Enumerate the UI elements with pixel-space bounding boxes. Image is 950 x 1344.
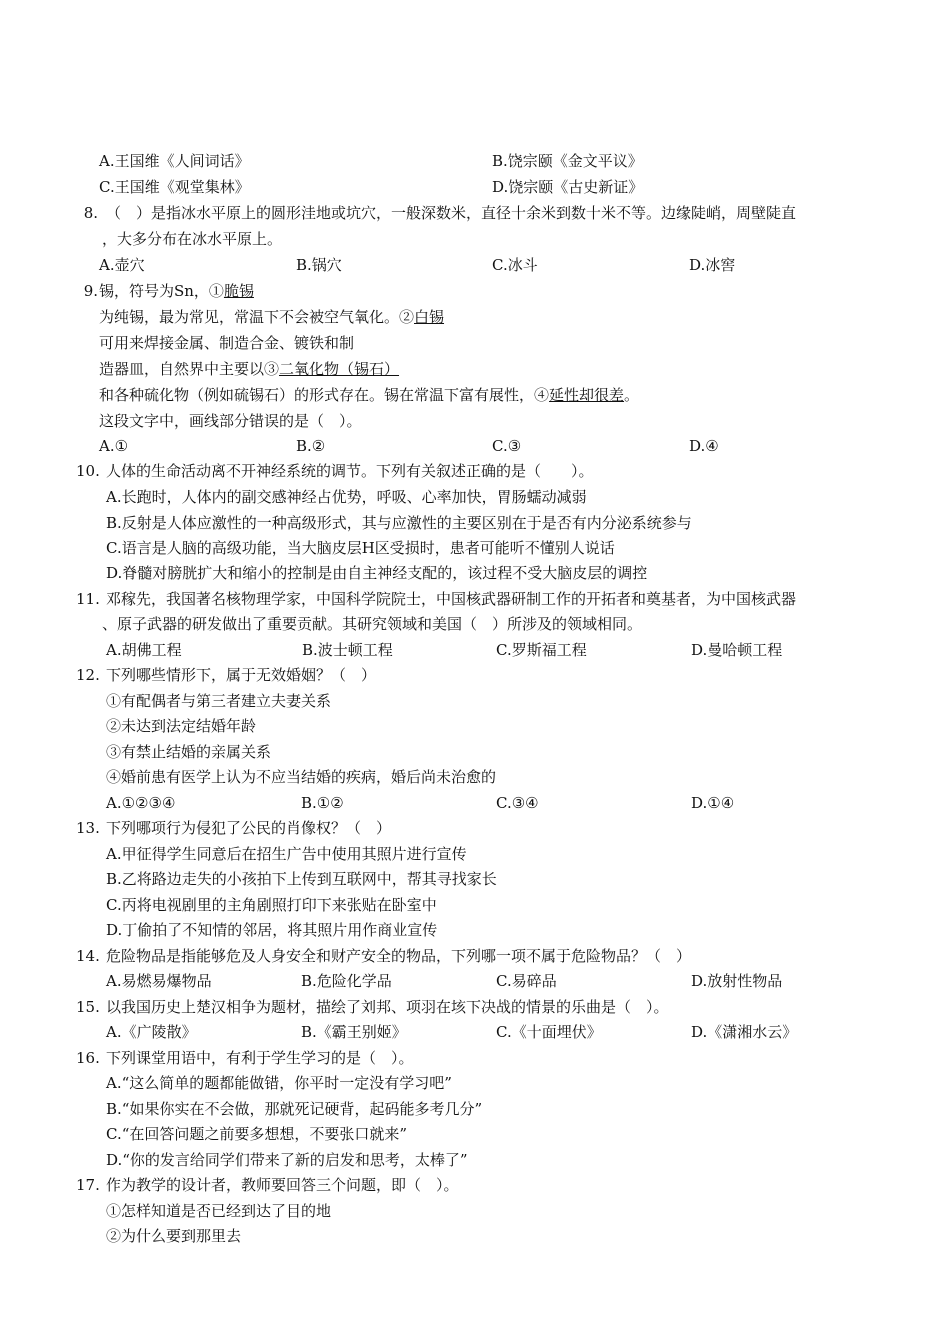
q7-option-c: C.王国维《观堂集林》 [99,178,250,196]
q10-option-b: B.反射是人体应激性的一种高级形式，其与应激性的主要区别在于是否有内分泌系统参与 [106,514,692,532]
q15-option-b: B.《霸王别姬》 [301,1023,407,1041]
q13-stem: 下列哪项行为侵犯了公民的肖像权？（ ） [106,819,392,837]
q14-stem: 危险物品是指能够危及人身安全和财产安全的物品，下列哪一项不属于危险物品？（ ） [106,947,692,965]
q9-question: 这段文字中，画线部分错误的是（ ）。 [99,412,362,430]
q9-option-a: A.① [99,437,129,455]
q17-item-2: ②为什么要到那里去 [106,1227,242,1245]
q14-number: 14. [76,947,100,965]
q7-option-a: A.王国维《人间词话》 [99,152,250,170]
q8-option-a: A.壶穴 [99,256,145,274]
q13-number: 13. [76,819,100,837]
q12-option-a: A.①②③④ [106,794,176,812]
q7-option-d: D.饶宗颐《古史新证》 [492,178,644,196]
q9-underlined-4: 延性却很差 [549,386,625,404]
q15-option-c: C.《十面埋伏》 [496,1023,602,1041]
q9-text-1a: 锡，符号为Sn，① [99,282,224,300]
q7-option-b: B.饶宗颐《金文平议》 [492,152,643,170]
q15-option-d: D.《潇湘水云》 [691,1023,798,1041]
q9-underlined-3: 二氧化物（锡石） [279,360,400,378]
q9-text-1 [99,279,254,303]
q12-option-d: D.①④ [691,794,735,812]
q11-option-a: A.胡佛工程 [106,641,182,659]
q9-option-d: D.④ [689,437,719,455]
q8-stem: （ ）是指冰水平原上的圆形洼地或坑穴，一般深数米，直径十余米到数十米不等。边缘陡峭，周壁陡直 [106,204,797,222]
q14-option-c: C.易碎品 [496,972,557,990]
q8-option-d: D.冰窖 [689,256,736,274]
q12-stem: 下列哪些情形下，属于无效婚姻？（ ） [106,666,377,684]
q9-text-2 [99,305,444,329]
q14-option-a: A.易燃易爆物品 [106,972,212,990]
q9-option-b: B.② [296,437,326,455]
q9-text-5a: 和各种硫化物（例如硫锡石）的形式存在。锡在常温下富有展性，④ [99,386,550,404]
q13-option-a: A.甲征得学生同意后在招生广告中使用其照片进行宣传 [106,845,467,863]
q16-option-a: A.“这么简单的题都能做错，你平时一定没有学习吧” [106,1074,452,1092]
q8-option-c: C.冰斗 [492,256,538,274]
q8-option-b: B.锅穴 [296,256,342,274]
q12-item-1: ①有配偶者与第三者建立夫妻关系 [106,692,332,710]
q9-text-3: 可用来焊接金属、制造合金、镀铁和制 [99,334,355,352]
q11-stem-continued: 、原子武器的研发做出了重要贡献。其研究领域和美国（ ）所涉及的领域相同。 [102,615,643,633]
q8-stem-continued: ，大多分布在冰水平原上。 [102,230,283,248]
q9-underlined-1: 脆锡 [223,282,254,300]
q16-option-d: D.“你的发言给同学们带来了新的启发和思考，太棒了” [106,1151,468,1169]
q17-number: 17. [76,1176,100,1194]
q9-text-2a: 为纯锡，最为常见，常温下不会被空气氧化。② [99,308,415,326]
q11-option-d: D.曼哈顿工程 [691,641,783,659]
q12-option-b: B.①② [301,794,344,812]
q16-option-c: C.“在回答问题之前要多想想，不要张口就来” [106,1125,408,1143]
q10-option-d: D.脊髓对膀胱扩大和缩小的控制是由自主神经支配的，该过程不受大脑皮层的调控 [106,564,648,582]
q15-stem: 以我国历史上楚汉相争为题材，描绘了刘邦、项羽在垓下决战的情景的乐曲是（ ）。 [106,998,669,1016]
q14-option-b: B.危险化学品 [301,972,392,990]
q10-stem: 人体的生命活动离不开神经系统的调节。下列有关叙述正确的是（ ）。 [106,462,594,480]
q12-item-2: ②未达到法定结婚年龄 [106,717,257,735]
q9-text-4a: 造器皿，自然界中主要以③ [99,360,280,378]
q15-number: 15. [76,998,100,1016]
q17-stem: 作为教学的设计者，教师要回答三个问题，即（ ）。 [106,1176,459,1194]
q11-option-c: C.罗斯福工程 [496,641,587,659]
q11-stem: 邓稼先，我国著名核物理学家，中国科学院院士，中国核武器研制工作的开拓者和奠基者，为中国核武器 [106,590,797,608]
q9-text-4 [99,357,399,381]
q13-option-d: D.丁偷拍了不知情的邻居，将其照片用作商业宣传 [106,921,438,939]
q10-option-a: A.长跑时，人体内的副交感神经占优势，呼吸、心率加快，胃肠蠕动减弱 [106,488,587,506]
q12-number: 12. [76,666,100,684]
q16-option-b: B.“如果你实在不会做，那就死记硬背，起码能多考几分” [106,1100,483,1118]
q10-option-c: C.语言是人脑的高级功能，当大脑皮层H区受损时，患者可能听不懂别人说话 [106,539,615,557]
q8-number: 8. [83,204,98,222]
q9-text-5b: 。 [624,386,640,404]
q9-underlined-2: 白锡 [414,308,445,326]
q11-option-b: B.波士顿工程 [302,641,393,659]
q17-item-1: ①怎样知道是否已经到达了目的地 [106,1202,332,1220]
q12-option-c: C.③④ [496,794,539,812]
q13-option-b: B.乙将路边走失的小孩拍下上传到互联网中，帮其寻找家长 [106,870,497,888]
q15-option-a: A.《广陵散》 [106,1023,197,1041]
q12-item-4: ④婚前患有医学上认为不应当结婚的疾病，婚后尚未治愈的 [106,768,497,786]
q12-item-3: ③有禁止结婚的亲属关系 [106,743,272,761]
q16-stem: 下列课堂用语中，有利于学生学习的是（ ）。 [106,1049,414,1067]
q9-text-5 [99,383,639,407]
q11-number: 11. [76,590,100,608]
q9-option-c: C.③ [492,437,522,455]
q10-number: 10. [76,462,100,480]
q16-number: 16. [76,1049,100,1067]
q14-option-d: D.放射性物品 [691,972,783,990]
q13-option-c: C.丙将电视剧里的主角剧照打印下来张贴在卧室中 [106,896,437,914]
q9-number: 9. [83,282,98,300]
